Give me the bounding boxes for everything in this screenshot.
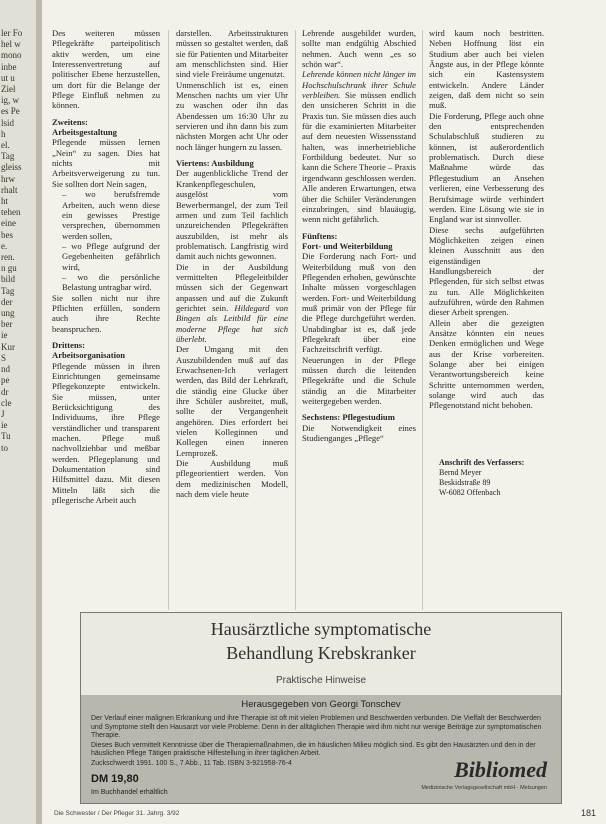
edge-text-fragment: el.	[1, 140, 10, 151]
ad-paragraph: Dieses Buch vermittelt Kenntnisse über die Therapiemaßnahmen, die im häuslichen Milieu möglich sind. Es gibt den Hausärzten und den in der häuslichen Pflege Tätigen praktische Hilfestellung in ihrer täglichen Arbeit.	[91, 741, 536, 758]
ad-price: DM 19,80	[91, 773, 139, 785]
page-number: 181	[580, 808, 596, 818]
edge-text-fragment: ber	[1, 319, 13, 330]
list-item: – wo Pflege aufgrund der Gegebenheiten gefährlich wird,	[62, 241, 160, 272]
edge-text-fragment: ung	[1, 308, 15, 319]
paragraph	[302, 69, 416, 224]
bullet-list	[52, 189, 160, 292]
section-heading: Arbeitsorganisation	[52, 350, 126, 361]
edge-text-fragment: eine	[1, 218, 16, 229]
ad-info-band	[81, 695, 561, 803]
edge-text-fragment: inbe	[1, 61, 17, 72]
edge-text-fragment: ler Fo	[1, 28, 23, 38]
edge-text-fragment: der	[1, 296, 13, 307]
article-column-4	[429, 28, 544, 458]
edge-text-fragment: to	[1, 442, 9, 453]
edge-text-fragment: e.	[1, 240, 8, 251]
section-heading: Fort- und Weiterbildung	[302, 240, 393, 251]
paragraph: Neuerungen in der Pflege müssen durch die leitenden Pflegekräfte und die Schule ständig an die Mitarbeiter weitergegeben werden.	[302, 354, 416, 407]
edge-text-fragment: Ziel	[1, 84, 16, 95]
ad-subtitle: Praktische Hinweise	[275, 675, 367, 686]
edge-text-fragment: h	[1, 128, 6, 139]
journal-footer: Die Schwester / Der Pfleger 31. Jahrg. 3/92	[54, 810, 180, 817]
paragraph: wird kaum noch bestritten. Neben Hoffnung löst ein Studium aber auch bei vielen Ängste aus, in der Pflege könnte sich ein Kastensystem entwickeln. Andere Länder zeigen, daß dem nicht so sein muß.	[429, 28, 544, 111]
section-heading: Fünftens:	[302, 230, 338, 241]
paragraph: Pflegende müssen lernen „Nein“ zu sagen. Dies hat nichts mit Arbeitsverweigerung zu tun. Sie sollten dort Nein sagen,	[52, 137, 160, 189]
binding-gutter	[36, 0, 42, 824]
paragraph: Die Notwendigkeit eines Studienganges „Pflege“	[302, 422, 416, 444]
edge-text-fragment: dr	[1, 386, 9, 397]
edge-text-fragment: S	[1, 352, 7, 363]
paragraph	[176, 262, 288, 345]
edge-text-fragment: J	[1, 408, 5, 419]
publisher-tagline: Medizinische Verlagsgesellschaft mbH · Melsungen	[421, 785, 547, 791]
edge-text-fragment: Tag	[1, 151, 15, 162]
ad-availability: Im Buchhandel erhältlich	[91, 789, 168, 796]
section-heading: Drittens:	[52, 339, 85, 350]
section-heading: Sechstens: Pflegestudium	[302, 412, 395, 423]
section-heading: Viertens: Ausbildung	[176, 158, 254, 169]
edge-text-fragment: hel w	[1, 39, 21, 50]
edge-text-fragment: Tag	[1, 285, 15, 296]
edge-text-fragment: bes	[1, 229, 13, 240]
edge-text-fragment: tehen	[1, 207, 21, 218]
article-column-3	[302, 28, 416, 596]
paragraph: Allein aber die gezeigten Ansätze könnten ein neues Denken ermöglichen und Wege aus der Krise vorbereiten. Solange aber bei einigen Verantwortungsbereich keine Schritte unternommen werden, solange wird auch das Pflegenotstand nicht behoben.	[429, 317, 544, 411]
section-heading: Arbeitsgestaltung	[52, 127, 117, 138]
adjacent-page-edge	[0, 0, 38, 824]
edge-text-fragment: lsid	[1, 117, 15, 128]
edge-text-fragment: ig, w	[1, 95, 19, 106]
ad-paragraph: Der Verlauf einer malignen Erkrankung und ihre Therapie ist oft mit vielen Problemen und Beschwerden verbunden. Die Vielfalt der Beschwerden und Symptome stellt den Hausarzt vor viele Probleme. Denn in der alltäglichen Therapie wird ihm nicht nur wenige Beiträge zur symptomatischen Therapie.	[91, 715, 542, 740]
paragraph: Diese sechs aufgeführten Möglichkeiten zeigen einen kleinen Ausschnitt aus den eigenständigen Handlungsbereich der Pflegenden, für sich selbst etwas zu tun. Alle Möglichkeiten aufzuführen, würde den Rahmen dieser Arbeit sprengen.	[429, 224, 544, 318]
paragraph: Der Umgang mit den Auszubildenden muß auf das Erwachsenen-Ich verlagert werden, das Bild der Lehrkraft, die ständig eine Glucke über ihre Schüler ausbreitet, muß, sollte der Vergangenheit angehören. Dies erfordert bei vielen Kolleginnen und Kollegen einen inneren Lernprozeß.	[176, 344, 288, 458]
paragraph: Die Ausbildung muß pflegeorientiert werden. Von dem medizinischen Modell, nach dem viele heute	[176, 458, 288, 500]
paragraph: Die Forderung, Pflege auch ohne den entsprechenden Schulabschluß studieren zu können, ist außerordentlich problematisch. Durch diese Maßnahme würde das Pflegestudium an Ansehen verlieren, eine Verbesserung des Berufsimage würde verhindert werden. Eine Lösung wie sie in England war ist sinnvoller.	[429, 110, 544, 225]
list-item: – wo berufsfremde Arbeiten, auch wenn diese ein gewisses Prestige versprechen, übernommen werden sollen,	[62, 189, 160, 241]
author-label: Anschrift des Verfassers:	[439, 458, 525, 467]
paragraph: darstellen. Arbeitsstrukturen müssen so gestaltet werden, daß sie für Patienten und Mitarbeiter am menschlichsten sind. Hier sind viele Freiräume ungenutzt.	[176, 28, 288, 80]
author-name: Bernd Meyer	[439, 468, 482, 477]
paragraph: Des weiteren müssen Pflegekräfte parteipolitisch aktiv werden, um eine Interessenvertretung auf politischer Ebene herzustellen, um dort für die Belange der Pflege Einfluß nehmen zu können.	[52, 28, 160, 111]
edge-text-fragment: gleiss	[1, 162, 22, 173]
article-column-1	[52, 28, 160, 568]
author-city: W-6082 Offenbach	[439, 488, 501, 497]
edge-text-fragment: es Pe	[1, 106, 20, 117]
column-divider	[422, 30, 423, 610]
edge-text-fragment: pe	[1, 375, 10, 386]
paragraph: Die Forderung nach Fort- und Weiterbildung muß von den Pflegenden erhoben, gewünschte Inhalte müssen vorgeschlagen werden. Fort- und Weiterbildung muß primär von der Pflege für die Pflege durchgeführt werden. Unabdingbar ist es, daß jede Pflegekraft über eine Fachzeitschrift verfügt.	[302, 251, 416, 355]
paragraph: Unmenschlich ist es, einen Menschen nachts um vier Uhr zu waschen oder ihn das Abendessen um 16:30 Uhr zu servieren und ihn dann bis zum nächsten Morgen acht Uhr oder noch länger hungern zu lassen.	[176, 79, 288, 152]
edge-text-fragment: Tu	[1, 431, 11, 442]
edge-text-fragment: nd	[1, 364, 10, 375]
edge-text-fragment: n gu	[1, 263, 17, 274]
paragraph: Der augenblickliche Trend der Krankenpflegeschulen, ausgelöst vom Bewerbermangel, der zum Teil armen und zum Teil fachlich unzureichenden Pflegekräften auszubilden, ist mehr als problematisch. Langfristig wird damit auch nichts gewonnen.	[176, 168, 288, 262]
column-divider	[295, 30, 296, 610]
edge-text-fragment: cle	[1, 397, 12, 408]
edge-text-fragment: hrw	[1, 173, 15, 184]
edge-text-fragment: Kur	[1, 341, 15, 352]
paragraph: Lehrende ausgebildet wurden, sollte man endgültig Abschied nehmen. Auch wenn „es so schön war“.	[302, 28, 416, 70]
edge-text-fragment: ht	[1, 196, 9, 207]
ad-title-line-2: Behandlung Krebskranker	[226, 643, 416, 663]
article-column-2	[176, 28, 288, 616]
italic-text: Hildegard von Bingen als Leitbild für eine moderne Pflege hat sich überlebt.	[176, 302, 288, 344]
edge-text-fragment: rhalt	[1, 184, 18, 195]
edge-text-fragment: ie	[1, 330, 8, 341]
ad-bibliographic-info: Zuckschwerdt 1991. 100 S., 7 Abb., 11 Tab. ISBN 3-921958-76-4	[91, 759, 292, 767]
edge-text-fragment: ut u	[1, 72, 15, 83]
italic-text: Lehrende können nicht länger im Hochschulschrank ihrer Schule verbleiben.	[302, 69, 416, 101]
paragraph: Sie sollen nicht nur ihre Pflichten erfüllen, sondern auch ihre Rechte beanspruchen.	[52, 292, 160, 334]
author-address	[439, 458, 549, 498]
edge-text-fragment: bild	[1, 274, 16, 285]
edge-text-fragment: ie	[1, 420, 8, 431]
publisher-logo: Bibliomed	[454, 757, 547, 782]
paragraph: Pflegende müssen in ihren Einrichtungen gemeinsame Pflegekonzepte entwickeln. Sie müssen, unter Berücksichtigung des Individuums, ihre Pflege verständlicher und transparent machen. Pflege muß nachvollziehbar und meßbar werden. Pflegeplanung und Dokumentation sind Hilfsmittel dazu. Mit diesen Mitteln läßt sich die pflegerische Arbeit auch	[52, 360, 160, 506]
section-heading: Zweitens:	[52, 116, 88, 127]
column-divider	[168, 30, 169, 610]
paragraph-text: Sie müssen endlich den unsicheren Schritt in die Praxis tun. Sie müssen dies auch für die examinierten Mitarbeiter auf dem neuesten Wissensstand halten, was innerbetriebliche Fortbildung bedeutet. Nur so kann die Schere Theorie – Praxis irgendwann geschlossen werden. Alle anderen Erwartungen, etwa über die Schüler Veränderungen einzubringen, sind blauäugig, wenn nicht gefährlich.	[302, 90, 416, 225]
ad-editor-line: Herausgegeben von Georgi Tonschev	[241, 699, 401, 710]
paragraph-text: Die in der Ausbildung vermittelten Pflegeleitbilder müssen sich der Gegenwart anpassen und auf die Zukunft gerichtet sein.	[176, 261, 288, 313]
list-item: – wo die persönliche Belastung untragbar wird.	[62, 272, 160, 293]
book-advertisement	[80, 612, 562, 804]
author-street: Beskidstraße 89	[439, 478, 491, 487]
ad-title-line-1: Hausärztliche symptomatische	[210, 619, 432, 639]
edge-text-fragment: mono	[1, 50, 22, 61]
edge-text-fragment: ren.	[1, 252, 15, 263]
